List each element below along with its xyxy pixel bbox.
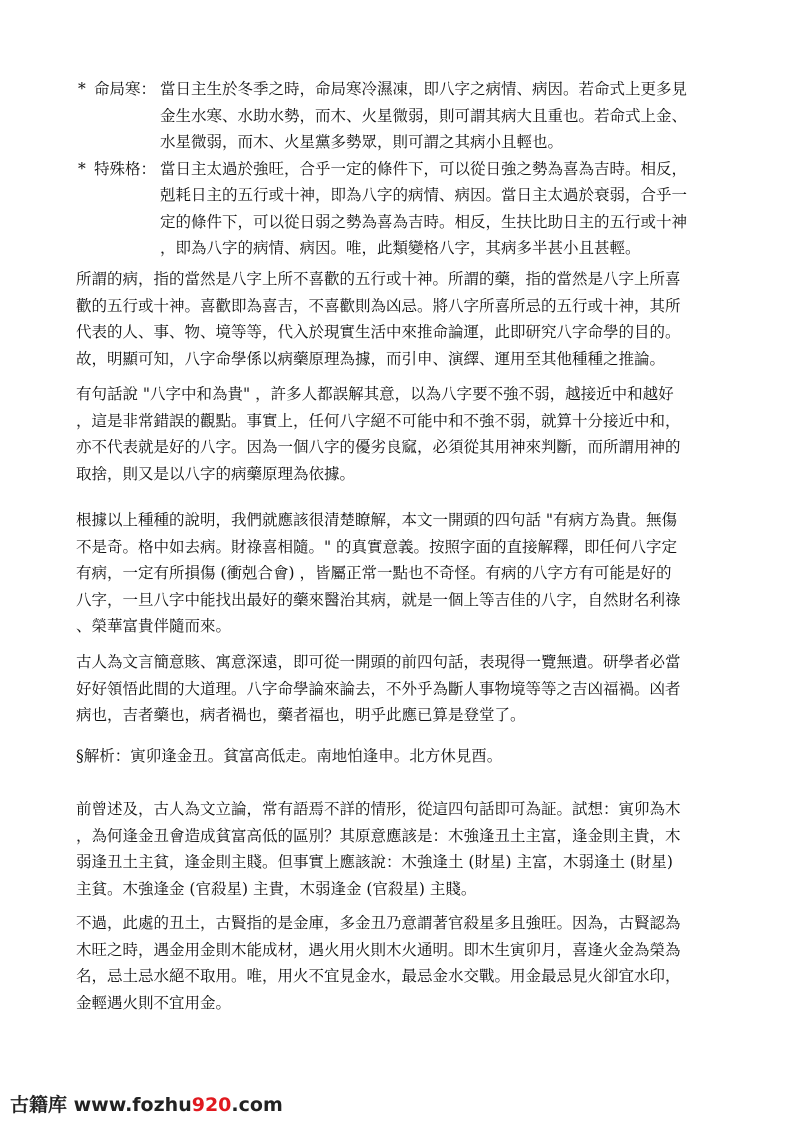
text-line: 病也，吉者藥也，病者禍也，藥者福也，明乎此應已算是登堂了。 [76, 706, 526, 724]
text-line: 、榮華富貴伴隨而來。 [76, 617, 232, 635]
text-line: ，即為八字的病情、病因。唯，此類變格八字，其病多半甚小且甚輕。 [160, 239, 641, 257]
site-url-number: 920 [191, 1094, 232, 1116]
text-line: 水星微弱，而木、火星黨多勢眾，則可謂之其病小且輕也。 [160, 133, 564, 151]
text-line: 古人為文言簡意賅、寓意深遠，即可從一開頭的前四句話，表現得一覽無遺。研學者必當 [76, 653, 681, 671]
text-line: 弱逢丑土主貧，逢金則主賤。但事實上應該說：木強逢土 (財星) 主富，木弱逢土 (財星) [76, 853, 673, 871]
text-line: 不是奇。格中如去病。財祿喜相隨。" 的真實意義。按照字面的直接解釋，即任何八字定 [76, 537, 678, 556]
bullet-item [78, 156, 718, 262]
text-line: 木旺之時，遇金用金則木能成材，遇火用火則木火通明。即木生寅卯月，喜逢火金為榮為 [76, 940, 681, 959]
text-line: 剋耗日主的五行或十神，即為八字的病情、病因。當日主太過於衰弱，合乎一 [160, 186, 688, 204]
text-line: ，這是非常錯誤的觀點。事實上，任何八字絕不可能中和不強不弱，就算十分接近中和， [76, 411, 681, 430]
text-line: 根據以上種種的說明，我們就應該很清楚瞭解，本文一開頭的四句話 "有病方為貴。無傷 [76, 511, 678, 529]
bullet-label: 特殊格： [94, 159, 157, 178]
text-line: 金生水寒、水助水勢，而木、火星微弱，則可謂其病大且重也。若命式上金、 [160, 106, 688, 125]
text-line: 所謂的病，指的當然是八字上所不喜歡的五行或十神。所謂的藥，指的當然是八字上所喜 [76, 270, 681, 288]
text-line: 亦不代表就是好的八字。因為一個八字的優劣良窳，必須從其用神來判斷，而所謂用神的 [76, 438, 681, 456]
text-line: 取捨，則又是以八字的病藥原理為依據。 [76, 464, 356, 483]
text-line: §解析：寅卯逢金丑。貧富高低走。南地怕逢申。北方休見酉。 [76, 747, 503, 765]
text-line: 歡的五行或十神。喜歡即為喜吉，不喜歡則為凶忌。將八字所喜所忌的五行或十神，其所 [76, 296, 681, 315]
text-line: 金輕遇火則不宜用金。 [76, 993, 232, 1012]
text-line: 好好領悟此間的大道理。八字命學論來論去，不外乎為斷人事物境等等之吉凶福禍。凶者 [76, 679, 681, 698]
paragraph [76, 649, 726, 729]
bullet-body [160, 76, 718, 156]
text-line: ，為何逢金丑會造成貧富高低的區別？其原意應該是：木強逢丑土主富，逢金則主貴，木 [76, 826, 681, 845]
bullet-list [78, 76, 718, 262]
bullet-item [78, 76, 718, 156]
footer-watermark [10, 1090, 283, 1117]
site-name: 古籍库 [10, 1094, 68, 1116]
text-line: 主貧。木強逢金 (官殺星) 主貴，木弱逢金 (官殺星) 主賤。 [76, 879, 477, 898]
paragraph [76, 266, 726, 372]
text-line: 代表的人、事、物、境等等，代入於現實生活中來推命論運，此即研究八字命學的目的。 [76, 323, 681, 341]
paragraph [76, 507, 726, 640]
text-line: 定的條件下，可以從日弱之勢為喜為吉時。相反，生扶比助日主的五行或十神 [160, 212, 688, 231]
text-line: 有句話說 "八字中和為貴" ，許多人都誤解其意，以為八字要不強不弱，越接近中和越好 [76, 385, 674, 403]
text-line: 八字，一旦八字中能找出最好的藥來醫治其病，就是一個上等吉佳的八字，自然財名利祿 [76, 590, 681, 609]
bullet-label: 命局寒： [94, 80, 157, 98]
paragraph [76, 743, 726, 770]
paragraph [76, 910, 726, 1016]
text-line: 不過，此處的丑土，古賢指的是金庫，多金丑乃意謂著官殺星多且強旺。因為，古賢認為 [76, 914, 681, 932]
text-line: 故，明顯可知，八字命學係以病藥原理為據，而引申、演繹、運用至其他種種之推論。 [76, 349, 666, 368]
text-line: 當日主生於冬季之時，命局寒冷濕凍，即八字之病情、病因。若命式上更多見 [160, 80, 688, 98]
text-line: 當日主太過於強旺，合乎一定的條件下，可以從日強之勢為喜為吉時。相反， [160, 159, 688, 178]
bullet-body [160, 156, 718, 262]
bullet-star: * [78, 159, 86, 178]
paragraph [76, 381, 726, 487]
site-url-prefix: www.fozhu [67, 1094, 192, 1116]
text-line: 前曾述及，古人為文立論，常有語焉不詳的情形，從這四句話即可為証。試想：寅卯為木 [76, 800, 681, 818]
site-url-suffix: .com [231, 1094, 283, 1116]
bullet-star: * [78, 80, 86, 98]
paragraph [76, 796, 726, 902]
text-line: 有病，一定有所損傷 (衝剋合會) ，皆屬正常一點也不奇怪。有病的八字方有可能是好的 [76, 564, 672, 582]
text-line: 名，忌土忌水絕不取用。唯，用火不宜見金水，最忌金水交戰。用金最忌見火卻宜水印， [76, 967, 681, 985]
